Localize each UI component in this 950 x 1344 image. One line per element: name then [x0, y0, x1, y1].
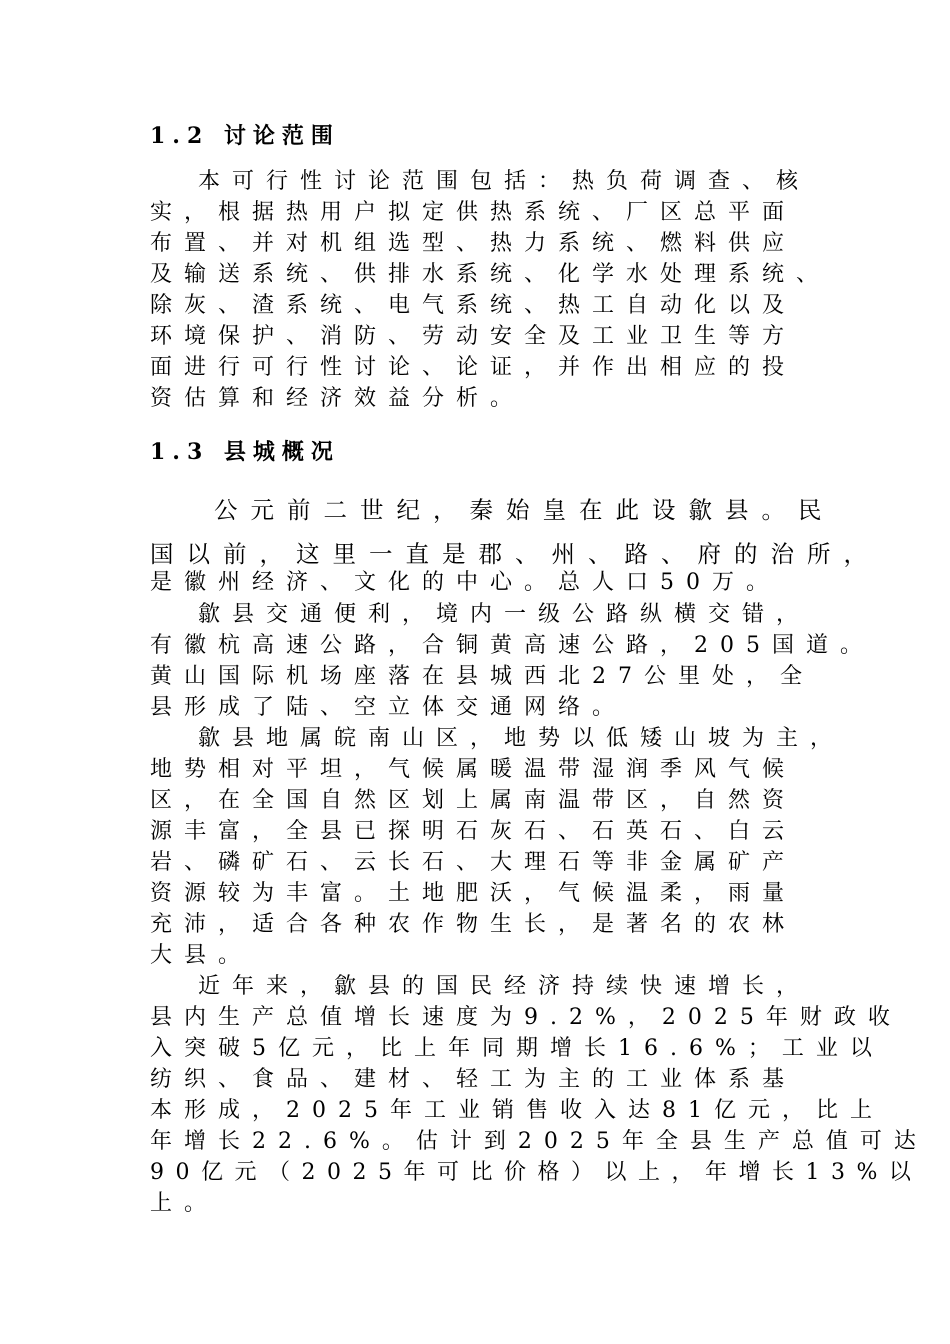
section-heading-1-3: 1.3 县城概况: [150, 439, 340, 465]
paragraph-line: 公元前二世纪，秦始皇在此设歙县。民: [214, 496, 835, 524]
paragraph-line: 区，在全国自然区划上属南温带区，自然资: [150, 788, 797, 813]
paragraph-line: 是徽州经济、文化的中心。总人口50万。: [150, 570, 780, 595]
paragraph-line: 县形成了陆、空立体交通网络。: [150, 695, 627, 720]
paragraph-line: 90亿元（2025年可比价格）以上，年增长13%以: [150, 1160, 923, 1185]
paragraph-line: 资源较为丰富。土地肥沃，气候温柔，雨量: [150, 881, 797, 906]
paragraph-line: 本形成，2025年工业销售收入达81亿元，比上: [150, 1098, 884, 1123]
paragraph-line: 布置、并对机组选型、热力系统、燃料供应: [150, 231, 797, 256]
paragraph-line: 地势相对平坦，气候属暖温带湿润季风气候: [150, 757, 797, 782]
paragraph-line: 大县。: [150, 943, 253, 968]
paragraph-line: 实，根据热用户拟定供热系统、厂区总平面: [150, 200, 797, 225]
paragraph-line: 充沛，适合各种农作物生长，是著名的农林: [150, 912, 797, 937]
section-heading-1-2: 1.2 讨论范围: [150, 123, 340, 149]
paragraph-line: 歙县地属皖南山区，地势以低矮山坡为主，: [198, 726, 845, 751]
paragraph-line: 及输送系统、供排水系统、化学水处理系统、: [150, 262, 831, 287]
paragraph-line: 纺织、食品、建材、轻工为主的工业体系基: [150, 1067, 797, 1092]
paragraph-line: 有徽杭高速公路，合铜黄高速公路，205国道。: [150, 633, 874, 658]
paragraph-line: 除灰、渣系统、电气系统、热工自动化以及: [150, 293, 797, 318]
paragraph-line: 面进行可行性讨论、论证，并作出相应的投: [150, 355, 797, 380]
paragraph-line: 岩、磷矿石、云长石、大理石等非金属矿产: [150, 850, 797, 875]
paragraph-line: 本可行性讨论范围包括：热负荷调查、核: [198, 169, 811, 194]
paragraph-line: 源丰富，全县已探明石灰石、石英石、白云: [150, 819, 797, 844]
paragraph-line: 入突破5亿元，比上年同期增长16.6%；工业以: [150, 1036, 884, 1061]
paragraph-line: 资估算和经济效益分析。: [150, 386, 525, 411]
paragraph-line: 上。: [150, 1191, 219, 1216]
paragraph-line: 歙县交通便利，境内一级公路纵横交错，: [198, 602, 811, 627]
paragraph-line: 年增长22.6%。估计到2025年全县生产总值可达: [150, 1129, 928, 1154]
paragraph-line: 环境保护、消防、劳动安全及工业卫生等方: [150, 324, 797, 349]
paragraph-line: 县内生产总值增长速度为9.2%，2025年财政收: [150, 1005, 902, 1030]
paragraph-line: 黄山国际机场座落在县城西北27公里处，全: [150, 664, 814, 689]
paragraph-line: 国以前，这里一直是郡、州、路、府的治所，: [150, 540, 880, 568]
paragraph-line: 近年来，歙县的国民经济持续快速增长，: [198, 974, 811, 999]
